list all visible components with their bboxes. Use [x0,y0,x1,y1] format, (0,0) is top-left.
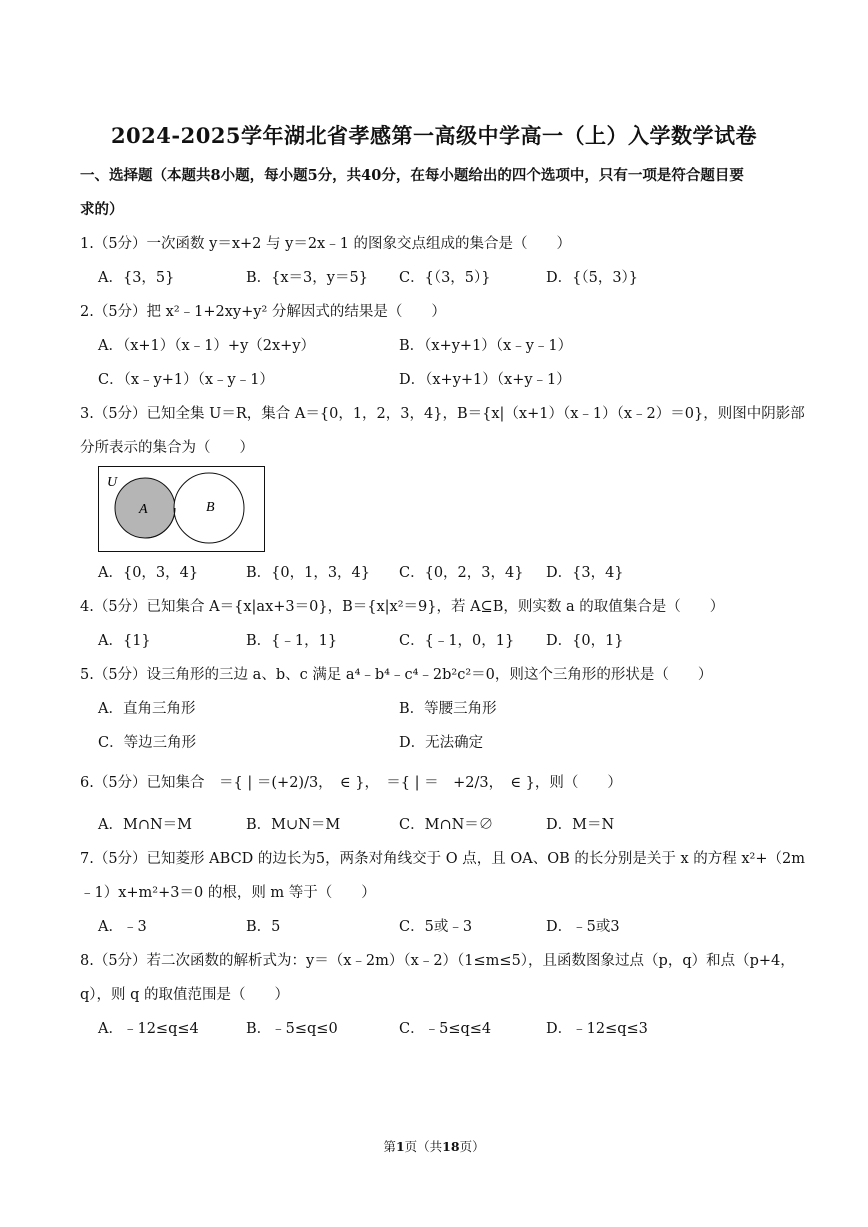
section-heading-line1: 一、选择题（本题共8小题，每小题5分，共40分，在每小题给出的四个选项中，只有一项是符合题目要 [80,167,744,184]
footer-total-pages: 18 [442,1139,460,1154]
option-c: C．M∩N＝∅ [399,817,494,833]
question-4-options [98,624,798,658]
option-b: B．M∪N＝M [246,817,341,833]
universe-label: U [107,475,118,490]
option-c: C．﹣5≤q≤4 [399,1021,492,1037]
question-6-options [98,808,798,842]
footer-middle: 页（共 [404,1139,443,1154]
option-b: B．5 [246,919,281,935]
question-2-stem: 2.（5分）把 x²﹣1+2xy+y² 分解因式的结果是（ ） [80,304,446,320]
question-1-options [98,261,798,295]
option-c: C．{﹣1，0，1} [399,633,515,649]
section-heading-line2: 求的） [80,201,124,218]
question-8-stem-line2: q），则 q 的取值范围是（ ） [80,987,290,1003]
option-d: D．﹣12≤q≤3 [546,1021,648,1037]
option-b: B．（x+y+1）（x﹣y﹣1） [399,338,573,354]
question-4-stem: 4.（5分）已知集合 A＝{x|ax+3＝0}，B＝{x|x²＝9}，若 A⊆B，则实数 a 的取值集合是（ ） [80,599,725,615]
footer-suffix: 页） [459,1139,485,1154]
question-3-options [98,556,798,590]
option-b: B．等腰三角形 [399,701,497,717]
question-3-stem-line1: 3.（5分）已知全集 U＝R，集合 A＝{0，1，2，3，4}，B＝{x|（x+1）（x﹣1）（x﹣2）＝0}，则图中阴影部 [80,406,805,422]
option-a: A．{0，3，4} [98,565,199,581]
option-c: C．5或﹣3 [399,919,473,935]
question-7-stem-line1: 7.（5分）已知菱形 ABCD 的边长为5，两条对角线交于 O 点，且 OA、OB 的长分别是关于 x 的方程 x²+（2m [80,851,805,867]
option-b: B．﹣5≤q≤0 [246,1021,338,1037]
question-8-options [98,1012,798,1046]
question-2-options-row1 [98,329,798,363]
option-c: C．{0，2，3，4} [399,565,524,581]
option-a: A．﹣12≤q≤4 [98,1021,199,1037]
option-a: A．{1} [98,633,151,649]
option-a: A．直角三角形 [98,701,196,717]
question-7-stem-line2: ﹣1）x+m²+3＝0 的根，则 m 等于（ ） [80,885,376,901]
set-b-label: B [206,500,215,515]
option-b: B．{﹣1，1} [246,633,338,649]
option-a: A．（x+1）（x﹣1）+y（2x+y） [98,338,316,354]
footer-page-number: 1 [395,1139,405,1154]
option-b: B．{0，1，3，4} [246,565,371,581]
question-6-stem: 6.（5分）已知集合 ＝{ | ＝(+2)/3， ∈ }， ＝{ | ＝ +2/3， ∈ }，则（ ） [80,775,622,791]
question-5-options-row1 [98,692,798,726]
question-2-options-row2 [98,363,798,397]
option-a: A．{3，5} [98,270,175,286]
option-d: D．﹣5或3 [546,919,620,935]
option-c: C．（x﹣y+1）（x﹣y﹣1） [98,372,274,388]
option-d: D．{3，4} [546,565,624,581]
option-b: B．{x＝3，y＝5} [246,270,368,286]
option-c: C．{（3，5）} [399,270,491,286]
option-c: C．等边三角形 [98,735,197,751]
question-5-stem: 5.（5分）设三角形的三边 a、b、c 满足 a⁴﹣b⁴﹣c⁴﹣2b²c²＝0，则这个三角形的形状是（ ） [80,667,713,683]
set-a-label: A [139,502,148,517]
question-3-stem-line2: 分所表示的集合为（ ） [80,440,254,456]
option-d: D．{0，1} [546,633,624,649]
page-title: 2024-2025学年湖北省孝感第一高级中学高一（上）入学数学试卷 [110,123,758,148]
option-a: A．M∩N＝M [98,817,193,833]
page-footer [0,1137,868,1155]
question-5-options-row2 [98,726,798,760]
question-7-options [98,910,798,944]
question-1-stem: 1.（5分）一次函数 y＝x+2 与 y＝2x﹣1 的图象交点组成的集合是（ ） [80,236,572,252]
option-d: D．无法确定 [399,735,484,751]
footer-prefix: 第 [383,1139,396,1154]
option-d: D．（x+y+1）（x+y﹣1） [399,372,571,388]
option-a: A．﹣3 [98,919,147,935]
option-d: D．{（5，3）} [546,270,639,286]
option-d: D．M＝N [546,817,615,833]
venn-diagram [98,466,266,552]
question-8-stem-line1: 8.（5分）若二次函数的解析式为：y＝（x﹣2m）（x﹣2）（1≤m≤5），且函数图象过点（p，q）和点（p+4， [80,953,795,969]
